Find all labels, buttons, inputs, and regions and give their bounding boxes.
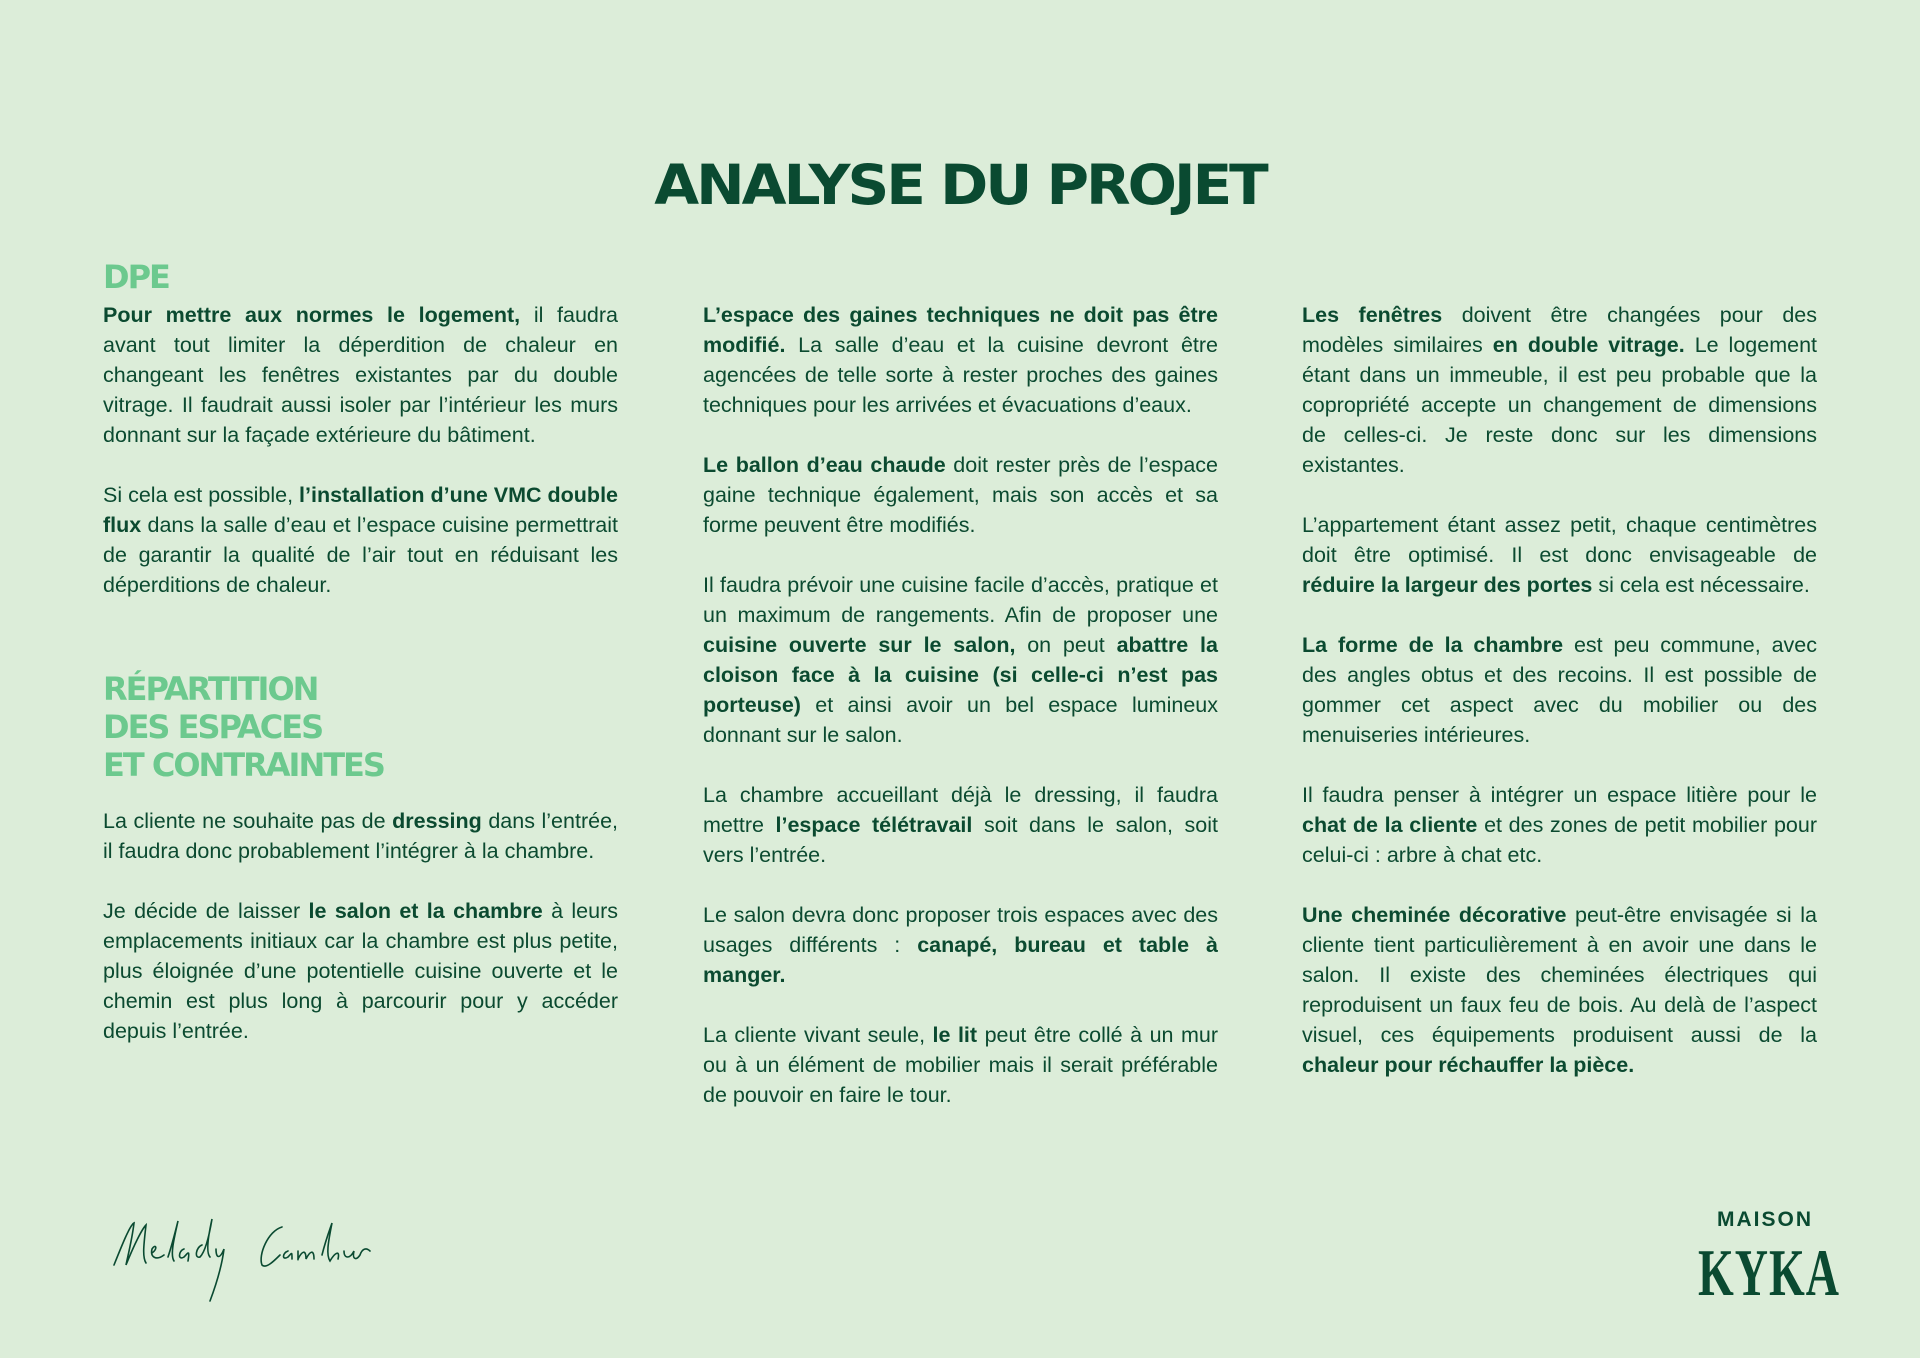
heading-dpe: DPE	[103, 258, 169, 296]
heading-line: ET CONTRAINTES	[103, 746, 384, 784]
paragraph	[1302, 780, 1817, 870]
paragraph	[103, 806, 618, 866]
text: La cliente vivant seule,	[703, 1023, 933, 1047]
right-column	[1302, 300, 1817, 1110]
bold-text: en double vitrage.	[1492, 333, 1685, 357]
text: est peu commune, avec des angles obtus et des recoins. Il est possible de gommer cet aspect avec du mobilier ou des menuiseries intérieures.	[1302, 633, 1817, 747]
bold-text: canapé, bureau et table à manger.	[703, 933, 1218, 987]
text: dans la salle d’eau et l’espace cuisine permettrait de garantir la qualité de l’air tout en réduisant les déperditions de chaleur.	[103, 513, 618, 597]
text: La chambre accueillant déjà le dressing, il faudra mettre	[703, 783, 1218, 837]
paragraph	[703, 780, 1218, 870]
text: soit dans le salon, soit vers l’entrée.	[703, 813, 1219, 867]
bold-text: La forme de la chambre	[1302, 633, 1564, 657]
text: et des zones de petit mobilier pour celui-ci : arbre à chat etc.	[1302, 813, 1817, 867]
text: il faudra avant tout limiter la déperdition de chaleur en changeant les fenêtres existantes par du double vitrage. Il faudrait aussi isoler par l’intérieur les murs donnant sur la façade extérieure du bâtiment.	[103, 303, 618, 447]
text: peut-être envisagée si la cliente tient particulièrement à en avoir une dans le salon. Il existe des cheminées électriques qui reproduisent un faux feu de bois. Au delà de l’aspect visuel, ces équipements produisent aussi de la	[1302, 903, 1817, 1047]
paragraph	[703, 450, 1218, 540]
text: La cliente ne souhaite pas de	[103, 809, 393, 833]
bold-text: abattre la cloison face à la cuisine (si celle-ci n’est pas porteuse)	[703, 633, 1218, 717]
page-title: ANALYSE DU PROJET	[654, 152, 1266, 218]
text: Je décide de laisser	[103, 899, 309, 923]
text: Si cela est possible,	[103, 483, 300, 507]
bold-text: Les fenêtres	[1302, 303, 1443, 327]
text: on peut	[1015, 633, 1117, 657]
heading-line: RÉPARTITION	[103, 670, 318, 708]
paragraph	[1302, 900, 1817, 1080]
paragraph	[103, 896, 618, 1046]
bold-text: L’espace des gaines techniques ne doit pas être modifié.	[703, 303, 1218, 357]
paragraph	[703, 1020, 1218, 1110]
signature	[112, 1215, 432, 1305]
left-column	[103, 258, 619, 1076]
bold-text: le salon et la chambre	[308, 899, 543, 923]
text: dans l’entrée, il faudra donc probablement l’intégrer à la chambre.	[103, 809, 618, 863]
paragraph	[1302, 510, 1817, 600]
bold-text: Une cheminée décorative	[1302, 903, 1567, 927]
paragraph	[703, 300, 1218, 420]
paragraph	[1302, 630, 1817, 750]
text: Le logement étant dans un immeuble, il est peu probable que la copropriété accepte un changement de dimensions de celles-ci. Je reste donc sur les dimensions existantes.	[1302, 333, 1818, 477]
text: doit rester près de l’espace gaine technique également, mais son accès et sa forme peuvent être modifiés.	[703, 453, 1218, 537]
text: à leurs emplacements initiaux car la chambre est plus petite, plus éloignée d’une potentielle cuisine ouverte et le chemin est plus long à parcourir pour y accéder depuis l’entrée.	[103, 899, 618, 1043]
text: La salle d’eau et la cuisine devront être agencées de telle sorte à rester proches des gaines techniques pour les arrivées et évacuations d’eaux.	[703, 333, 1218, 417]
bold-text: l’espace télétravail	[775, 813, 973, 837]
bold-text: dressing	[392, 809, 482, 833]
bold-text: Le ballon d’eau chaude	[703, 453, 946, 477]
text: et ainsi avoir un bel espace lumineux donnant sur le salon.	[703, 693, 1218, 747]
paragraph	[703, 900, 1218, 990]
bold-text: chat de la cliente	[1302, 813, 1478, 837]
heading-repartition	[103, 670, 618, 784]
bold-text: réduire la largeur des portes	[1302, 573, 1593, 597]
bold-text: cuisine ouverte sur le salon,	[703, 633, 1016, 657]
heading-line: DES ESPACES	[103, 708, 323, 746]
text: Le salon devra donc proposer trois espaces avec des usages différents :	[703, 903, 1218, 957]
paragraph	[1302, 300, 1817, 480]
maison-kyka-logo	[1698, 1208, 1840, 1310]
bold-text: le lit	[932, 1023, 978, 1047]
text: L’appartement étant assez petit, chaque centimètres doit être optimisé. Il est donc envisageable de	[1302, 513, 1817, 567]
text: peut être collé à un mur ou à un élément de mobilier mais il serait préférable de pouvoir en faire le tour.	[703, 1023, 1218, 1107]
paragraph	[103, 300, 618, 450]
middle-column	[703, 300, 1218, 1140]
text: Il faudra prévoir une cuisine facile d’accès, pratique et un maximum de rangements. Afin de proposer une	[703, 573, 1218, 627]
logo-maison: MAISON	[1717, 1208, 1813, 1231]
bold-text: Pour mettre aux normes le logement,	[103, 303, 521, 327]
paragraph	[703, 570, 1218, 750]
logo-kyka: KYKA	[1698, 1235, 1840, 1310]
text: si cela est nécessaire.	[1592, 573, 1810, 597]
bold-text: chaleur pour réchauffer la pièce.	[1302, 1053, 1635, 1077]
paragraph	[103, 480, 618, 600]
text: Il faudra penser à intégrer un espace litière pour le	[1302, 783, 1817, 807]
bold-text: l’installation d’une VMC double flux	[103, 483, 619, 537]
text: doivent être changées pour des modèles similaires	[1302, 303, 1818, 357]
